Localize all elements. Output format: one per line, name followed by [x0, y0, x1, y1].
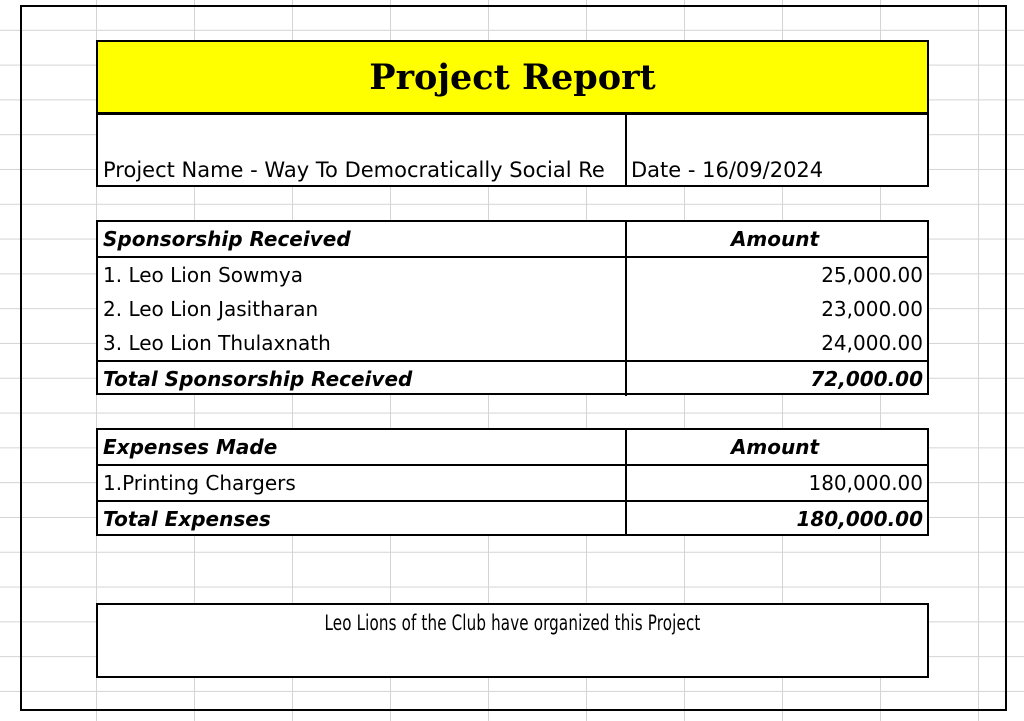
- table-row: [98, 326, 927, 360]
- report-title[interactable]: [96, 40, 929, 114]
- project-date-cell[interactable]: Date - 16/09/2024: [631, 158, 824, 182]
- expenses-table: [96, 428, 929, 536]
- expenses-total-amount[interactable]: 180,000.00: [625, 502, 927, 536]
- sponsorship-header-row: [98, 222, 927, 256]
- note-text: Leo Lions of the Club have organized this Project: [324, 611, 701, 635]
- sponsorship-header-label[interactable]: Sponsorship Received: [103, 227, 351, 251]
- table-row: [98, 292, 927, 326]
- expenses-header-row: [98, 430, 927, 464]
- expense-amount-cell[interactable]: 180,000.00: [625, 466, 927, 500]
- table-row: [98, 256, 927, 292]
- expenses-total-row: [98, 500, 927, 536]
- sponsorship-table: [96, 220, 929, 395]
- note-box[interactable]: [96, 603, 929, 678]
- sponsorship-total-row: [98, 360, 927, 396]
- sponsor-name-cell[interactable]: 1. Leo Lion Sowmya: [103, 263, 303, 287]
- sponsorship-total-amount[interactable]: 72,000.00: [625, 362, 927, 396]
- sponsorship-amount-header[interactable]: Amount: [625, 222, 927, 256]
- sponsor-name-cell[interactable]: 3. Leo Lion Thulaxnath: [103, 331, 331, 355]
- sponsor-amount-cell[interactable]: 24,000.00: [625, 326, 927, 360]
- sponsor-name-cell[interactable]: 2. Leo Lion Jasitharan: [103, 297, 319, 321]
- expenses-total-label[interactable]: Total Expenses: [103, 507, 271, 531]
- project-info-row: [96, 113, 929, 187]
- sponsor-amount-cell[interactable]: 25,000.00: [625, 258, 927, 292]
- expenses-header-label[interactable]: Expenses Made: [103, 435, 278, 459]
- sponsorship-total-label[interactable]: Total Sponsorship Received: [103, 367, 413, 391]
- project-name-cell[interactable]: Project Name - Way To Democratically Social Re: [103, 158, 605, 182]
- table-row: [98, 464, 927, 500]
- expense-name-cell[interactable]: 1.Printing Chargers: [103, 471, 296, 495]
- report-title-text: Project Report: [369, 56, 656, 98]
- expenses-amount-header[interactable]: Amount: [625, 430, 927, 464]
- sponsor-amount-cell[interactable]: 23,000.00: [625, 292, 927, 326]
- info-divider: [625, 115, 627, 185]
